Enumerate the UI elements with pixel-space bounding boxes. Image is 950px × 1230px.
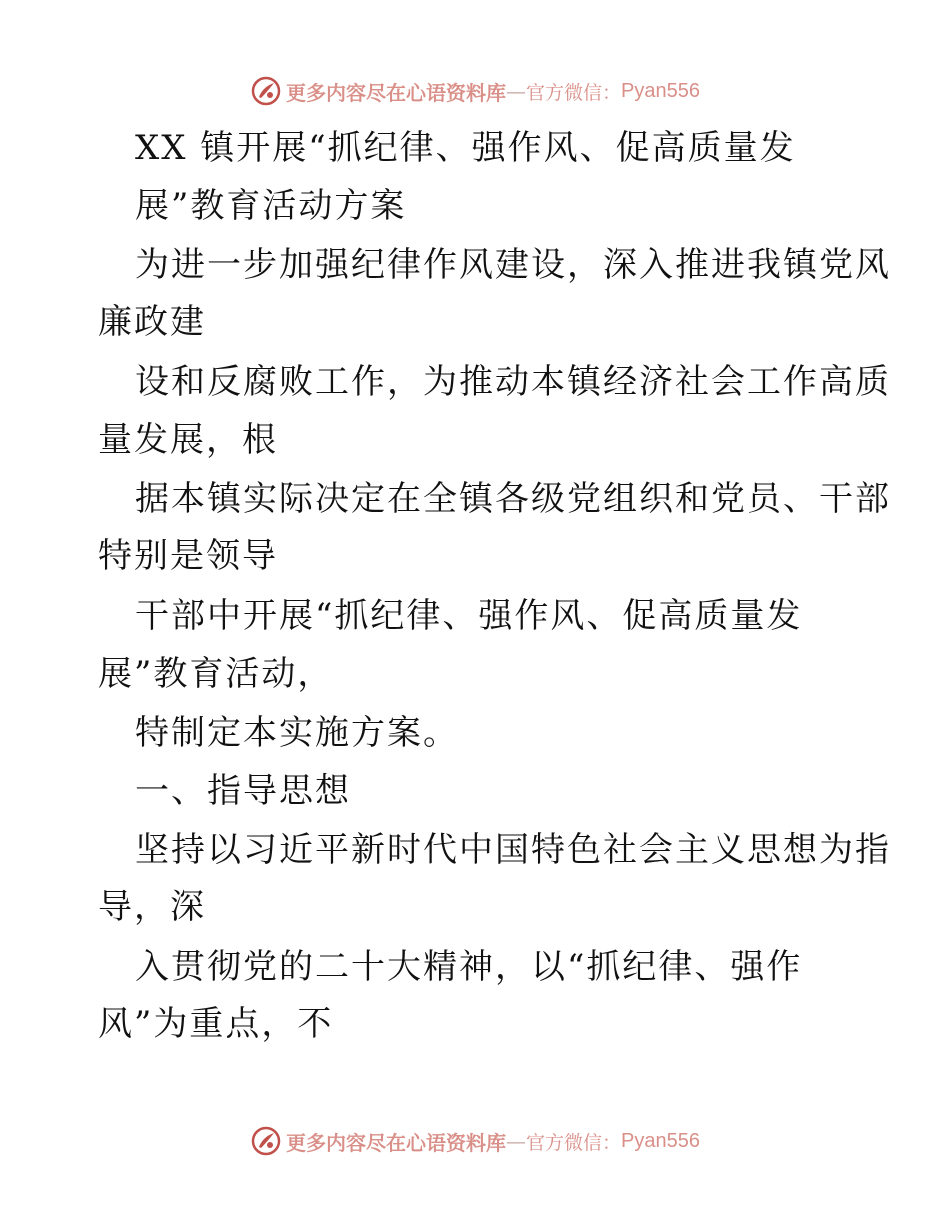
section-heading: 一、指导思想 — [135, 771, 351, 811]
watermark-text: 更多内容尽在心语资料库 — [286, 1130, 506, 1155]
watermark-text: 更多内容尽在心语资料库 — [286, 80, 506, 105]
paragraph-line: 量发展，根 — [98, 420, 278, 460]
paragraph-line: 坚持以习近平新时代中国特色社会主义思想为指 — [135, 830, 891, 870]
paragraph-line: 风”为重点，不 — [98, 1004, 334, 1044]
paragraph-line: 展”教育活动， — [98, 654, 334, 694]
paragraph-line: 特制定本实施方案。 — [135, 713, 459, 753]
paragraph-line: 干部中开展“抓纪律、强作风、促高质量发 — [135, 596, 803, 636]
paragraph-line: 设和反腐败工作，为推动本镇经济社会工作高质 — [135, 362, 891, 402]
paragraph-line: 廉政建 — [98, 302, 206, 342]
ink-brush-seal-icon — [250, 1125, 282, 1157]
watermark-wechat-id: Pyan556 — [621, 1129, 700, 1152]
paragraph-line: 入贯彻党的二十大精神，以“抓纪律、强作 — [135, 947, 803, 987]
paragraph-line: 为进一步加强纪律作风建设，深入推进我镇党风 — [135, 245, 891, 285]
paragraph-line: 特别是领导 — [98, 536, 278, 576]
paragraph-line: 导，深 — [98, 887, 206, 927]
watermark-label: 官方微信： — [526, 81, 622, 104]
ink-brush-seal-icon — [250, 75, 282, 107]
document-title-line-1: XX 镇开展“抓纪律、强作风、促高质量发 — [135, 128, 796, 168]
footer-watermark — [0, 1121, 950, 1161]
watermark-label: 官方微信： — [526, 1131, 622, 1154]
watermark-separator: — — [506, 1129, 526, 1153]
header-watermark — [0, 71, 950, 111]
document-title-line-2: 展”教育活动方案 — [135, 186, 407, 226]
watermark-wechat-id: Pyan556 — [621, 79, 700, 102]
paragraph-line: 据本镇实际决定在全镇各级党组织和党员、干部 — [135, 479, 891, 519]
watermark-separator: — — [506, 79, 526, 103]
